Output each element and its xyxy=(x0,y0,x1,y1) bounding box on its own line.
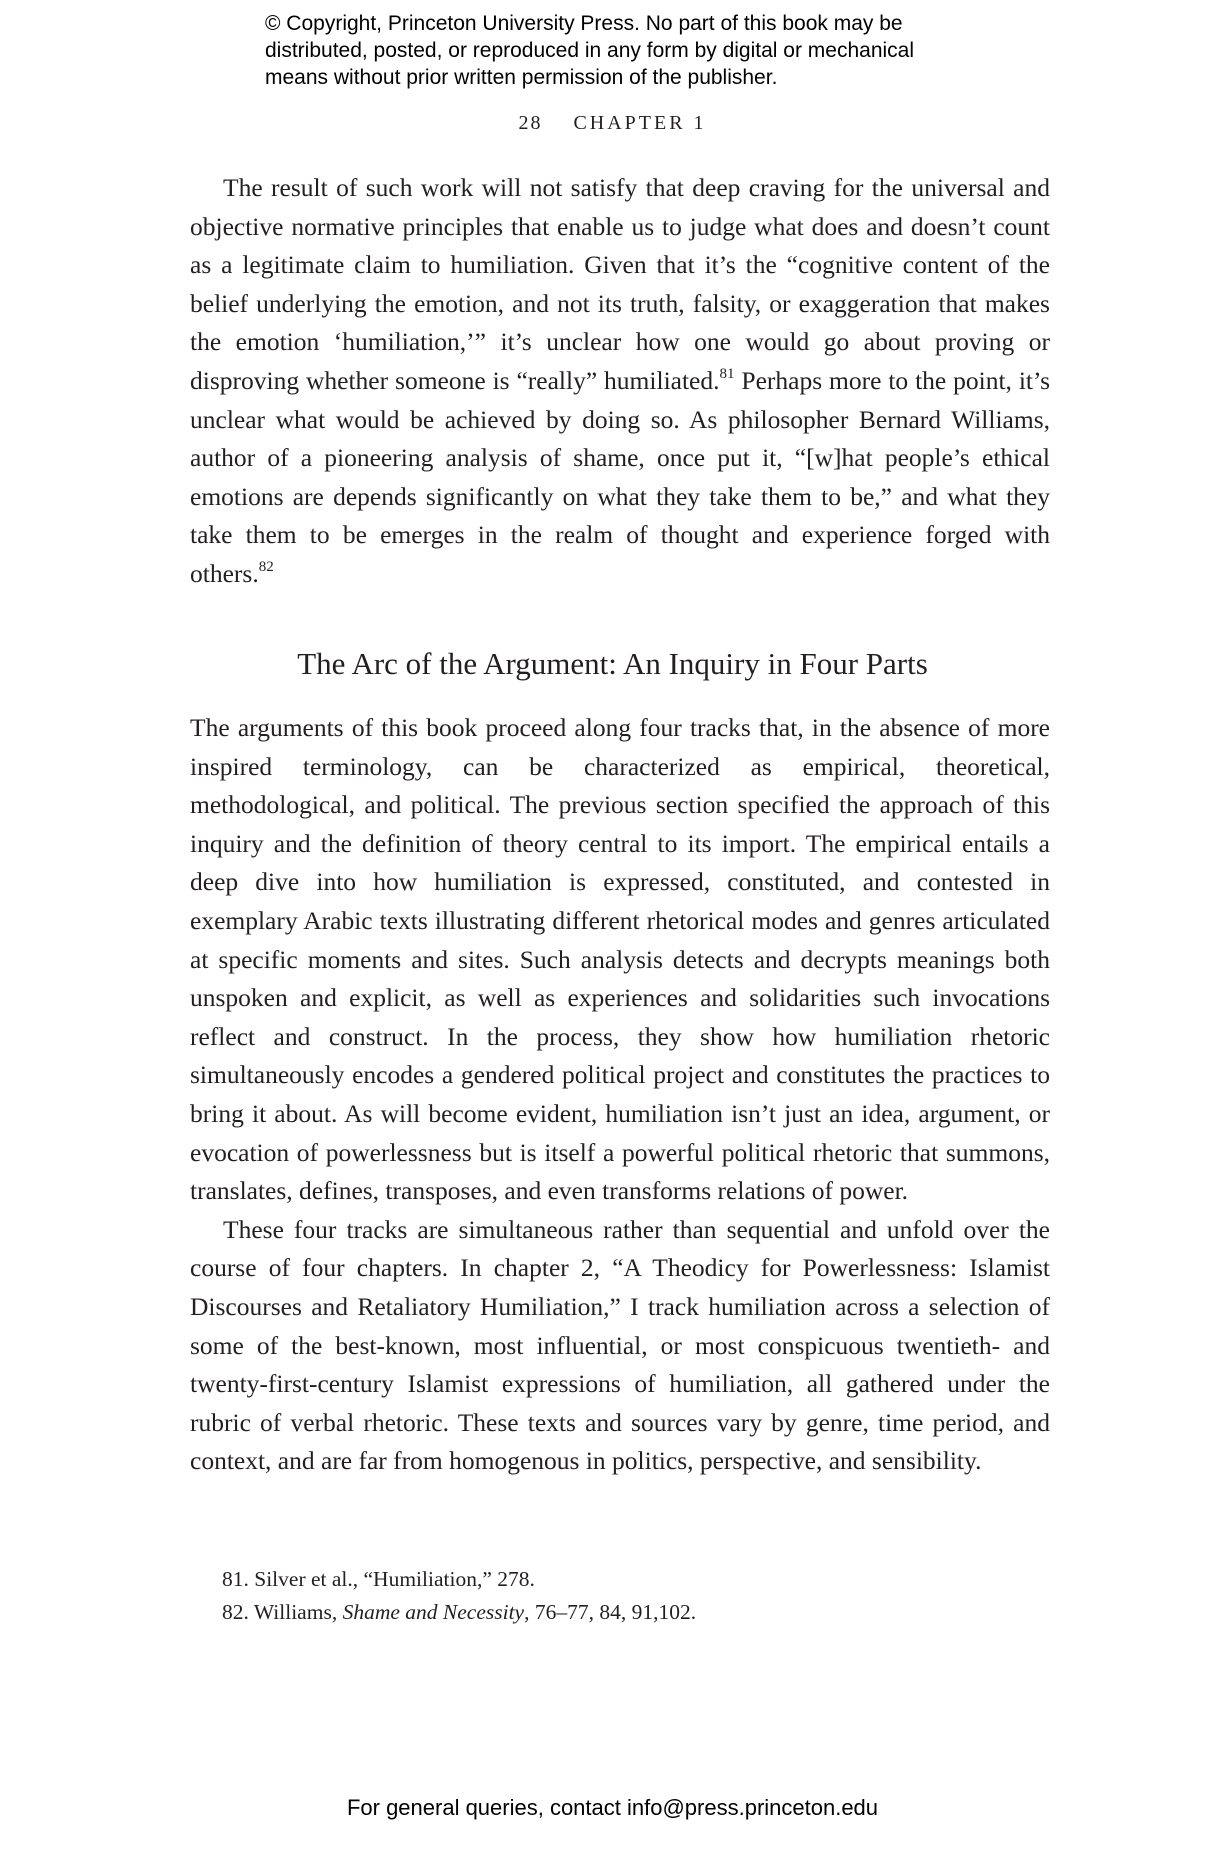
footnotes xyxy=(222,1563,1022,1629)
copyright-line: distributed, posted, or reproduced in any form by digital or mechanical xyxy=(265,39,915,62)
footnote-ref-81[interactable]: 81 xyxy=(719,365,735,382)
copyright-line: means without prior written permission of the publisher. xyxy=(265,66,778,89)
paragraph-text: Perhaps more to the point, it’s unclear what would be achieved by doing so. As philosopher Bernard Williams, author of a pioneering analysis of shame, once put it, “[w]hat people’s ethical emotions are depends significantly on what they take them to be,” and what they take them to be emerges in the realm of thought and experience forged with others. xyxy=(190,365,1050,588)
page-number: 28 xyxy=(518,112,543,134)
paragraph-text: The result of such work will not satisfy that deep craving for the universal and objective normative principles that enable us to judge what does and doesn’t count as a legitimate claim to humiliation. Given that it’s the “cognitive content of the belief underlying the emotion, and not its truth, falsity, or exaggeration that makes the emotion ‘humiliation,’” it’s unclear how one would go about proving or disproving whether someone is “really” humiliated. xyxy=(190,173,1050,395)
footnote-81: 81. Silver et al., “Humiliation,” 278. xyxy=(222,1567,535,1591)
footer-contact: For general queries, contact info@press.princeton.edu xyxy=(346,1795,879,1820)
paragraph: The arguments of this book proceed along four tracks that, in the absence of more inspired terminology, can be characterized as empirical, theoretical, methodological, and political. The previous section specified the approach of this inquiry and the definition of theory central to its import. The empirical entails a deep dive into how humiliation is expressed, constituted, and contested in exemplary Arabic texts illustrating different rhetorical modes and genres articulated at specific moments and sites. Such analysis detects and decrypts meanings both unspoken and explicit, as well as experiences and solidarities such invocations reflect and construct. In the process, they show how humiliation rhetoric simultaneously encodes a gendered political project and constitutes the practices to bring it about. As will become evident, humiliation isn’t just an idea, argument, or evocation of powerlessness but is itself a powerful political rhetoric that summons, translates, defines, transposes, and even transforms relations of power. xyxy=(190,713,1050,1206)
paragraph: These four tracks are simultaneous rather than sequential and unfold over the course of four chapters. In chapter 2, “A Theodicy for Powerlessness: Islamist Discourses and Retaliatory Humiliation,” I track humiliation across a selection of some of the best-known, most influential, or most conspicuous twentieth- and twenty-first-century Islamist expressions of humiliation, all gathered under the rubric of verbal rhetoric. These texts and sources vary by genre, time period, and context, and are far from homogenous in politics, perspective, and sensibility. xyxy=(190,1214,1050,1476)
copyright-notice xyxy=(265,10,1025,91)
footnote-text: 82. Williams, xyxy=(222,1600,343,1624)
footnote-ref-82[interactable]: 82 xyxy=(258,558,274,575)
section-heading: The Arc of the Argument: An Inquiry in Four Parts xyxy=(297,646,928,681)
chapter-label: CHAPTER 1 xyxy=(573,112,707,134)
footnote-82 xyxy=(222,1596,1022,1629)
footnote-text: , 76–77, 84, 91,102. xyxy=(524,1600,697,1624)
body-section xyxy=(190,709,1050,1481)
running-head xyxy=(0,112,1225,135)
body-paragraph-1 xyxy=(190,169,1050,594)
footnote-book-title: Shame and Necessity xyxy=(342,1600,525,1624)
paragraph xyxy=(190,169,1050,594)
copyright-line: © Copyright, Princeton University Press. No part of this book may be xyxy=(265,12,903,35)
